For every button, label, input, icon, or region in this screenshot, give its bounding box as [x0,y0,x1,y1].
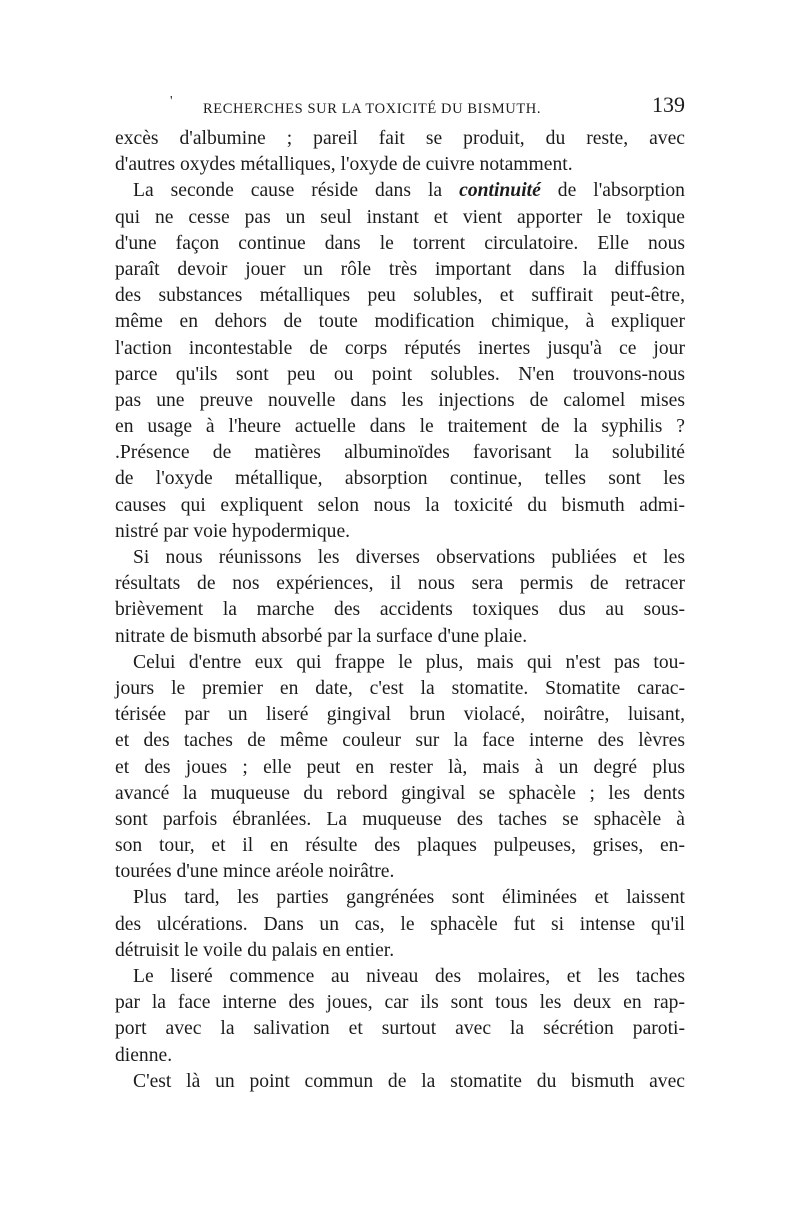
body-text [115,126,685,1095]
text-line: paraît devoir jouer un rôle très important dans la diffusion [115,258,685,280]
text-line: nistré par voie hypodermique. [115,520,351,542]
text-line: son tour, et il en résulte des plaques pulpeuses, grises, en- [115,835,685,857]
text-line: sont parfois ébranlées. La muqueuse des taches se sphacèle à [115,808,685,830]
text-line: de l'oxyde métallique, absorption continue, telles sont les [115,468,685,490]
text-line: des ulcérations. Dans un cas, le sphacèle fut si intense qu'il [115,913,685,935]
text-line: des substances métalliques peu solubles, et suffirait peut-être, [115,285,685,307]
text-line: C'est là un point commun de la stomatite du bismuth avec [133,1070,685,1092]
text-line: et des taches de même couleur sur la face interne des lèvres [115,730,685,752]
text-line [115,178,685,204]
text-line: nitrate de bismuth absorbé par la surface d'une plaie. [115,625,528,647]
text-line: Si nous réunissons les diverses observations publiées et les [133,547,685,568]
text-line: et des joues ; elle peut en rester là, mais à un degré plus [115,756,685,778]
page-number: 139 [652,92,685,117]
text-line: Celui d'entre eux qui frappe le plus, mais qui n'est pas tou- [133,651,685,673]
text-line: .Présence de matières albuminoïdes favorisant la solubilité [115,442,685,464]
text-line: causes qui expliquent selon nous la toxicité du bismuth admi- [115,494,685,516]
text-segment: La seconde cause réside dans la [133,180,443,202]
text-line: d'autres oxydes métalliques, l'oxyde de cuivre notamment. [115,154,573,176]
text-line: parce qu'ils sont peu ou point solubles. N'en trouvons-nous [115,363,685,385]
running-head: RECHERCHES SUR LA TOXICITÉ DU BISMUTH. [203,101,542,117]
text-line: brièvement la marche des accidents toxiques dus au sous- [115,599,685,621]
page-header [115,92,685,122]
text-line: par la face interne des joues, car ils sont tous les deux en rap- [115,992,685,1014]
emphasized-word: continuité [459,180,541,202]
text-line: d'une façon continue dans le torrent circulatoire. Elle nous [115,232,685,254]
text-line: même en dehors de toute modification chimique, à expliquer [115,311,685,333]
text-line: Le liseré commence au niveau des molaires, et les taches [133,966,685,987]
text-segment: de l'absorption [557,180,685,202]
text-line: jours le premier en date, c'est la stomatite. Stomatite carac- [115,677,685,699]
text-line: résultats de nos expériences, il nous sera permis de retracer [115,573,685,595]
text-line: Plus tard, les parties gangrénées sont éliminées et laissent [133,887,685,909]
text-line: avancé la muqueuse du rebord gingival se sphacèle ; les dents [115,782,685,804]
text-line: térisée par un liseré gingival brun violacé, noirâtre, luisant, [115,704,685,726]
text-line: dienne. [115,1044,173,1066]
text-line: l'action incontestable de corps réputés inertes jusqu'à ce jour [115,337,685,359]
text-line: tourées d'une mince aréole noirâtre. [115,861,395,883]
header-mark: ' [170,94,173,109]
text-line: port avec la salivation et surtout avec la sécrétion paroti- [115,1018,685,1040]
text-line: excès d'albumine ; pareil fait se produit, du reste, avec [115,128,685,149]
text-line: qui ne cesse pas un seul instant et vient apporter le toxique [115,206,685,228]
text-line: en usage à l'heure actuelle dans le traitement de la syphilis ? [115,416,685,438]
text-line: pas une preuve nouvelle dans les injections de calomel mises [115,389,685,411]
text-line: détruisit le voile du palais en entier. [115,939,395,961]
